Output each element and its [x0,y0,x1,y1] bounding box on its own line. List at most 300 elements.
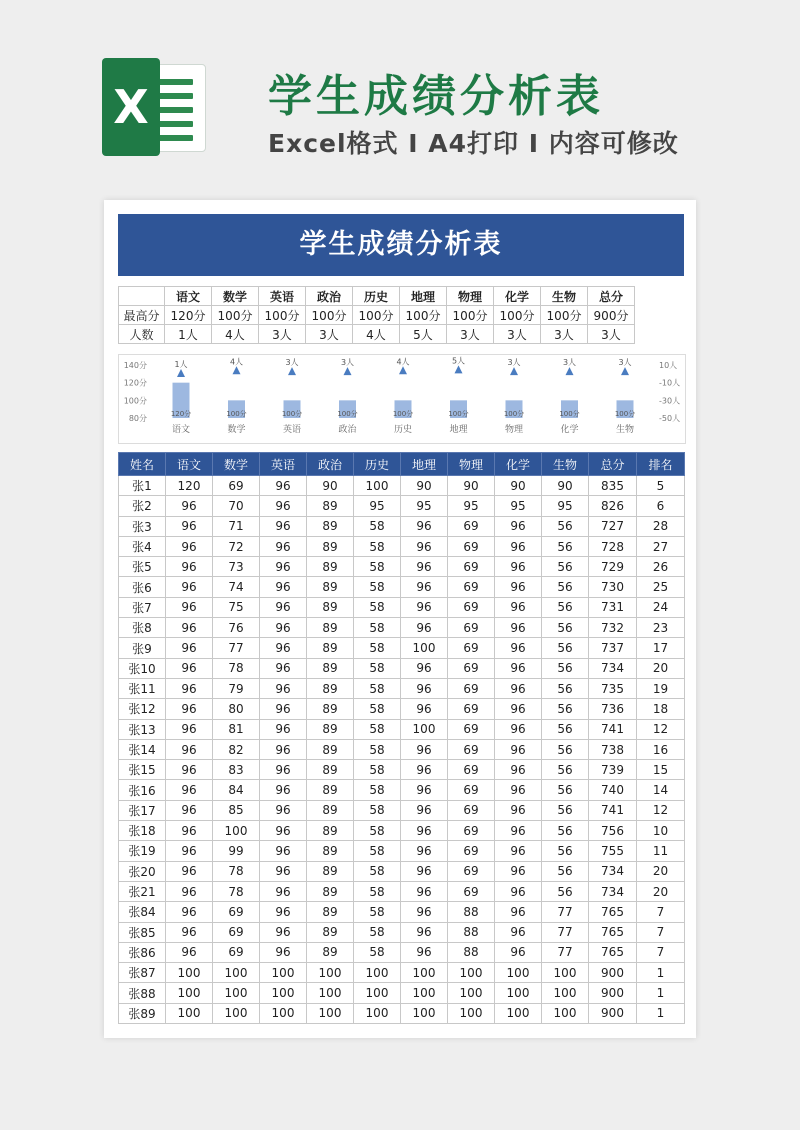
score-cell: 765 [589,942,637,962]
score-cell: 75 [213,597,260,617]
table-row [119,841,685,861]
score-cell: 89 [307,719,354,739]
score-cell: 100 [260,963,307,983]
score-cell: 100 [166,1003,213,1023]
count-marker-label: 4人 [229,357,244,367]
score-cell: 7 [637,942,685,962]
max-score-cell: 100分 [306,306,353,325]
score-cell: 17 [637,638,685,658]
student-name-cell: 张21 [119,881,166,901]
table-row [119,719,685,739]
table-row [119,760,685,780]
score-cell: 90 [401,476,448,496]
score-table-header [119,453,685,476]
count-marker-label: 3人 [507,358,521,368]
score-cell: 96 [495,760,542,780]
score-cell: 96 [260,597,307,617]
score-cell: 96 [260,760,307,780]
score-cell: 96 [260,577,307,597]
score-cell: 58 [354,739,401,759]
count-cell: 3人 [259,325,306,344]
score-cell: 69 [448,841,495,861]
score-cell: 739 [589,760,637,780]
count-marker [455,365,463,373]
count-marker [177,369,185,377]
category-label: 数学 [227,425,246,435]
student-name-cell: 张2 [119,496,166,516]
score-cell: 89 [307,638,354,658]
score-cell: 89 [307,577,354,597]
score-cell: 58 [354,699,401,719]
score-cell: 826 [589,496,637,516]
column-header: 地理 [401,453,448,476]
column-header: 姓名 [119,453,166,476]
score-cell: 58 [354,719,401,739]
score-cell: 69 [448,800,495,820]
score-cell: 69 [448,699,495,719]
score-cell: 89 [307,678,354,698]
score-cell: 11 [637,841,685,861]
score-cell: 96 [401,516,448,536]
score-cell: 56 [542,516,589,536]
score-cell: 81 [213,719,260,739]
score-cell: 89 [307,699,354,719]
table-row [119,902,685,922]
column-header: 历史 [354,453,401,476]
score-cell: 1 [637,1003,685,1023]
score-cell: 80 [213,699,260,719]
score-cell: 96 [495,638,542,658]
right-axis-tick: -10人 [659,378,681,388]
score-cell: 100 [401,963,448,983]
score-cell: 56 [542,618,589,638]
table-row [119,557,685,577]
score-cell: 84 [213,780,260,800]
page-title: 学生成绩分析表 [268,71,604,122]
student-name-cell: 张85 [119,922,166,942]
score-cell: 56 [542,821,589,841]
left-axis-tick: 140分 [123,361,147,370]
score-cell: 100 [542,983,589,1003]
student-name-cell: 张9 [119,638,166,658]
score-cell: 90 [542,476,589,496]
score-cell: 100 [354,963,401,983]
score-cell: 69 [448,739,495,759]
score-cell: 100 [213,983,260,1003]
score-cell: 100 [354,1003,401,1023]
score-cell: 96 [166,577,213,597]
score-cell: 78 [213,881,260,901]
count-marker [621,367,629,375]
score-cell: 96 [260,699,307,719]
score-cell: 69 [213,476,260,496]
score-cell: 1 [637,983,685,1003]
score-cell: 96 [166,821,213,841]
score-cell: 69 [448,557,495,577]
score-cell: 96 [401,881,448,901]
score-cell: 734 [589,658,637,678]
score-cell: 96 [260,618,307,638]
score-cell: 69 [213,942,260,962]
score-cell: 96 [495,719,542,739]
max-score-cell: 100分 [447,306,494,325]
student-name-cell: 张15 [119,760,166,780]
score-cell: 23 [637,618,685,638]
bar-value-label: 100分 [448,410,469,418]
summary-corner-cell [119,287,165,306]
score-cell: 96 [166,496,213,516]
count-marker [566,367,574,375]
score-cell: 72 [213,536,260,556]
score-cell: 96 [495,881,542,901]
category-label: 英语 [282,425,302,435]
score-cell: 58 [354,821,401,841]
left-axis-tick: 120分 [123,378,147,388]
score-cell: 77 [542,942,589,962]
score-cell: 58 [354,760,401,780]
score-cell: 89 [307,597,354,617]
score-cell: 58 [354,597,401,617]
score-cell: 120 [166,476,213,496]
score-cell: 100 [448,1003,495,1023]
bar-value-label: 100分 [503,410,525,418]
score-cell: 734 [589,861,637,881]
score-cell: 78 [213,658,260,678]
score-cell: 765 [589,922,637,942]
column-header: 排名 [637,453,685,476]
score-cell: 69 [213,902,260,922]
student-name-cell: 张7 [119,597,166,617]
score-cell: 100 [354,983,401,1003]
score-cell: 99 [213,841,260,861]
score-cell: 100 [401,1003,448,1023]
score-cell: 100 [495,1003,542,1023]
count-cell: 3人 [447,325,494,344]
score-cell: 96 [495,678,542,698]
student-name-cell: 张10 [119,658,166,678]
score-cell: 96 [495,536,542,556]
bar-value-label: 100分 [392,410,414,418]
score-cell: 96 [166,597,213,617]
count-cell: 3人 [494,325,541,344]
column-header: 总分 [589,453,637,476]
score-cell: 5 [637,476,685,496]
score-cell: 96 [401,678,448,698]
column-header: 物理 [448,453,495,476]
score-cell: 96 [401,922,448,942]
score-cell: 74 [213,577,260,597]
count-marker [510,367,518,375]
student-name-cell: 张5 [119,557,166,577]
score-cell: 95 [495,496,542,516]
score-chart-svg [119,355,685,443]
table-row [119,861,685,881]
table-row [119,800,685,820]
score-cell: 89 [307,800,354,820]
sheet-paper [104,200,696,1038]
summary-subject: 语文 [165,287,212,306]
score-cell: 96 [260,780,307,800]
score-cell: 96 [260,739,307,759]
count-marker-label: 4人 [396,357,410,367]
student-name-cell: 张12 [119,699,166,719]
score-cell: 96 [166,841,213,861]
score-cell: 56 [542,881,589,901]
score-cell: 56 [542,678,589,698]
score-cell: 19 [637,678,685,698]
score-cell: 96 [495,597,542,617]
table-row [119,678,685,698]
count-cell: 3人 [588,325,635,344]
score-cell: 89 [307,922,354,942]
score-cell: 741 [589,719,637,739]
table-row [119,922,685,942]
score-cell: 27 [637,536,685,556]
category-label: 化学 [560,425,579,435]
score-cell: 88 [448,902,495,922]
score-cell: 6 [637,496,685,516]
score-cell: 58 [354,841,401,861]
score-cell: 835 [589,476,637,496]
score-cell: 96 [260,678,307,698]
score-cell: 77 [542,922,589,942]
student-name-cell: 张13 [119,719,166,739]
score-cell: 728 [589,536,637,556]
score-cell: 7 [637,902,685,922]
score-cell: 96 [260,922,307,942]
score-cell: 96 [401,942,448,962]
score-cell: 100 [166,983,213,1003]
score-cell: 96 [401,618,448,638]
bar-value-label: 100分 [559,410,580,418]
table-row [119,780,685,800]
score-cell: 1 [637,963,685,983]
score-cell: 100 [213,963,260,983]
score-cell: 69 [448,678,495,698]
score-cell: 96 [495,699,542,719]
score-cell: 100 [260,983,307,1003]
count-marker [233,366,241,374]
score-cell: 69 [448,618,495,638]
score-cell: 96 [260,719,307,739]
score-cell: 96 [401,699,448,719]
score-cell: 69 [448,881,495,901]
score-cell: 96 [260,557,307,577]
score-cell: 100 [495,963,542,983]
score-cell: 58 [354,800,401,820]
score-cell: 736 [589,699,637,719]
score-cell: 95 [401,496,448,516]
score-cell: 24 [637,597,685,617]
score-cell: 58 [354,902,401,922]
table-row [119,597,685,617]
score-cell: 56 [542,800,589,820]
right-axis-tick: -30人 [659,396,681,406]
column-header: 政治 [307,453,354,476]
score-cell: 96 [260,800,307,820]
score-cell: 69 [448,861,495,881]
score-cell: 96 [166,678,213,698]
score-cell: 69 [448,780,495,800]
count-cell: 3人 [306,325,353,344]
table-row [119,577,685,597]
score-cell: 10 [637,821,685,841]
score-cell: 73 [213,557,260,577]
logo-letter: X [102,58,160,156]
score-cell: 100 [213,1003,260,1023]
score-table-body [119,476,685,1024]
summary-subject: 历史 [353,287,400,306]
score-cell: 96 [166,881,213,901]
score-cell: 727 [589,516,637,536]
score-cell: 15 [637,760,685,780]
score-cell: 56 [542,536,589,556]
count-marker-label: 5人 [451,356,466,366]
score-table [118,452,685,1024]
score-cell: 96 [166,760,213,780]
score-cell: 88 [448,942,495,962]
score-cell: 100 [542,1003,589,1023]
score-cell: 90 [495,476,542,496]
summary-subject: 政治 [306,287,353,306]
score-cell: 89 [307,658,354,678]
score-cell: 96 [166,719,213,739]
score-cell: 96 [166,922,213,942]
score-cell: 56 [542,638,589,658]
right-axis-tick: 10人 [659,361,678,370]
score-cell: 96 [166,739,213,759]
score-cell: 96 [166,942,213,962]
score-cell: 90 [307,476,354,496]
score-cell: 96 [260,536,307,556]
score-cell: 69 [448,760,495,780]
student-name-cell: 张11 [119,678,166,698]
student-name-cell: 张84 [119,902,166,922]
count-cell: 1人 [165,325,212,344]
score-cell: 89 [307,760,354,780]
score-cell: 26 [637,557,685,577]
summary-row-label: 人数 [119,325,165,344]
left-axis-tick: 80分 [128,414,147,423]
category-label: 物理 [504,425,524,435]
score-cell: 100 [542,963,589,983]
table-row [119,739,685,759]
score-cell: 100 [260,1003,307,1023]
score-cell: 755 [589,841,637,861]
count-cell: 5人 [400,325,447,344]
score-cell: 95 [542,496,589,516]
score-cell: 76 [213,618,260,638]
score-cell: 71 [213,516,260,536]
max-score-cell: 900分 [588,306,635,325]
score-cell: 89 [307,557,354,577]
score-cell: 58 [354,780,401,800]
score-cell: 89 [307,881,354,901]
summary-subject: 英语 [259,287,306,306]
score-cell: 89 [307,496,354,516]
score-cell: 56 [542,861,589,881]
count-marker [399,366,407,374]
score-cell: 96 [401,800,448,820]
score-cell: 100 [307,983,354,1003]
student-name-cell: 张86 [119,942,166,962]
score-cell: 96 [401,861,448,881]
score-cell: 58 [354,678,401,698]
score-cell: 20 [637,881,685,901]
table-row [119,1003,685,1023]
score-cell: 89 [307,536,354,556]
summary-subject: 物理 [447,287,494,306]
student-name-cell: 张6 [119,577,166,597]
score-cell: 82 [213,739,260,759]
score-cell: 58 [354,536,401,556]
score-cell: 89 [307,841,354,861]
count-marker [288,367,296,375]
score-cell: 732 [589,618,637,638]
score-cell: 96 [495,557,542,577]
max-score-cell: 100分 [353,306,400,325]
score-cell: 96 [495,780,542,800]
score-cell: 58 [354,942,401,962]
score-cell: 737 [589,638,637,658]
table-row [119,942,685,962]
score-cell: 96 [401,821,448,841]
score-cell: 100 [495,983,542,1003]
score-cell: 100 [401,719,448,739]
score-cell: 58 [354,861,401,881]
max-score-cell: 100分 [541,306,588,325]
score-cell: 96 [166,902,213,922]
page-subtitle: Excel格式 I A4打印 I 内容可修改 [268,129,679,158]
score-cell: 100 [354,476,401,496]
score-cell: 58 [354,557,401,577]
score-chart [118,354,686,444]
table-row [119,638,685,658]
count-marker-label: 3人 [618,358,632,368]
score-cell: 70 [213,496,260,516]
score-cell: 89 [307,821,354,841]
summary-subject: 总分 [588,287,635,306]
score-cell: 96 [260,861,307,881]
score-cell: 900 [589,1003,637,1023]
score-cell: 741 [589,800,637,820]
score-cell: 56 [542,841,589,861]
max-score-cell: 100分 [259,306,306,325]
score-cell: 12 [637,719,685,739]
score-cell: 734 [589,881,637,901]
score-cell: 25 [637,577,685,597]
column-header: 语文 [166,453,213,476]
score-cell: 89 [307,942,354,962]
score-cell: 96 [495,618,542,638]
column-header: 化学 [495,453,542,476]
score-cell: 96 [260,841,307,861]
excel-logo-icon [102,58,206,156]
table-row [119,476,685,496]
score-cell: 96 [166,658,213,678]
bar-value-label: 100分 [337,410,358,418]
summary-row-label: 最高分 [119,306,165,325]
score-cell: 83 [213,760,260,780]
score-cell: 730 [589,577,637,597]
score-cell: 96 [166,557,213,577]
score-cell: 69 [448,719,495,739]
score-cell: 77 [213,638,260,658]
score-cell: 96 [260,496,307,516]
table-row [119,658,685,678]
student-name-cell: 张18 [119,821,166,841]
score-cell: 96 [260,638,307,658]
